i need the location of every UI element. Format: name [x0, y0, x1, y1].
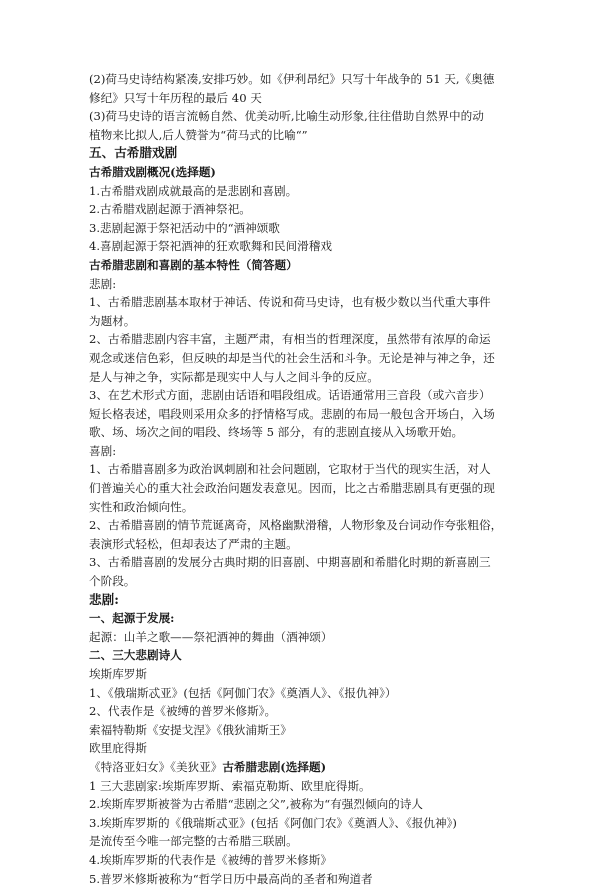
text-line: 短长格表述，唱段则采用众多的抒情格写成。悲剧的布局一般包含开场白，入场	[89, 406, 495, 421]
text-line: 歌、场、场次之间的唱段、终场等 5 部分，有的悲剧直接从入场歌开始。	[89, 425, 464, 440]
subsection-heading: 古希腊悲剧和喜剧的基本特性（简答题）	[89, 257, 298, 272]
text-line: 是人与神之争，实际都是现实中人与人之间斗争的反应。	[89, 369, 379, 384]
inline-heading: 古希腊悲剧(选择题)	[222, 759, 327, 774]
label-line: 悲剧:	[89, 276, 117, 291]
list-item: 5.普罗米修斯被称为“哲学日历中最高尚的圣者和殉道者	[89, 871, 373, 886]
text-line: 是流传至今唯一部完整的古希腊三联剧。	[89, 834, 298, 849]
list-item: 2.埃斯库罗斯被誉为古希腊“悲剧之父”,被称为“有强烈倾向的诗人	[89, 797, 423, 812]
subsection-heading: 二、三大悲剧诗人	[89, 648, 182, 663]
text-line: 欧里庇得斯	[89, 741, 147, 756]
text-line: 表演形式轻松，但却表达了严肃的主题。	[89, 536, 298, 551]
list-item: 1.古希腊戏剧成就最高的是悲剧和喜剧。	[89, 183, 298, 198]
list-item: 1 三大悲剧家:埃斯库罗斯、索福克勒斯、欧里庇得斯。	[89, 778, 371, 793]
text-line: 1、古希腊悲剧基本取材于神话、传说和荷马史诗，也有极少数以当代重大事件	[89, 295, 491, 310]
list-item: 3.悲剧起源于祭祀活动中的“酒神颂歌	[89, 220, 280, 235]
text-line: 3、古希腊喜剧的发展分古典时期的旧喜剧、中期喜剧和希腊化时期的新喜剧三	[89, 555, 491, 570]
text-line: 植物来比拟人,后人赞誉为“荷马式的比喻“”	[89, 127, 308, 142]
list-item: 1、《俄瑞斯忒亚》(包括《阿伽门农》《奠酒人》、《报仇神》）	[89, 685, 397, 700]
subsection-heading: 一、起源于发展:	[89, 611, 175, 626]
text-line: 们普遍关心的重大社会政治问题发表意见。因而，比之古希腊悲剧具有更强的现	[89, 481, 495, 496]
label-line: 喜剧:	[89, 443, 117, 458]
text-line: 修纪》只写十年历程的最后 40 天	[89, 90, 262, 105]
mixed-line	[89, 758, 529, 777]
list-item: 4.喜剧起源于祭祀酒神的狂欢歌舞和民间滑稽戏	[89, 239, 332, 254]
list-item: 2.古希腊戏剧起源于酒神祭祀。	[89, 202, 251, 217]
subsection-heading: 古希腊戏剧概况(选择题)	[89, 164, 216, 179]
text-line: 1、古希腊喜剧多为政治讽刺剧和社会问题剧，它取材于当代的现实生活，对人	[89, 462, 491, 477]
list-item: 2、代表作是《被缚的普罗米修斯》。	[89, 704, 277, 719]
text-line: (2)荷马史诗结构紧凑,安排巧妙。如《伊利昂纪》只写十年战争的 51 天,《奥德	[89, 72, 495, 86]
text-line: 观念或迷信色彩，但反映的却是当代的社会生活和斗争。无论是神与神之争，还	[89, 350, 495, 365]
section-heading: 悲剧:	[89, 591, 119, 607]
text-line: 个阶段。	[89, 574, 136, 589]
list-item: 4.埃斯库罗斯的代表作是《被缚的普罗米修斯》	[89, 852, 332, 867]
text-run: 《特洛亚妇女》《美狄亚》	[89, 759, 223, 774]
text-line: 3、在艺术形式方面，悲剧由话语和唱段组成。话语通常用三音段（或六音步）	[89, 388, 491, 403]
document-page	[89, 70, 529, 888]
text-line: 索福特勒斯《安提戈涅》《俄狄浦斯王》	[89, 722, 292, 737]
list-item: 3.埃斯库罗斯的《俄瑞斯忒亚》(包括《阿伽门农》《奠酒人》、《报仇神》)	[89, 815, 457, 830]
text-line: 2、古希腊悲剧内容丰富，主题严肃，有相当的哲理深度，虽然带有浓厚的命运	[89, 332, 491, 347]
text-line: 2、古希腊喜剧的情节荒诞离奇，风格幽默滑稽，人物形象及台词动作夸张粗俗，	[89, 518, 503, 533]
section-heading: 五、古希腊戏剧	[89, 145, 178, 161]
text-line: 为题材。	[89, 313, 136, 328]
text-line: (3)荷马史诗的语言流畅自然、优美动听,比喻生动形象,往往借助自然界中的动	[89, 109, 484, 124]
text-line: 起源：山羊之歌——祭祀酒神的舞曲（酒神颂）	[89, 629, 333, 644]
text-line: 实性和政治倾向性。	[89, 499, 194, 514]
text-line: 埃斯库罗斯	[89, 667, 147, 681]
